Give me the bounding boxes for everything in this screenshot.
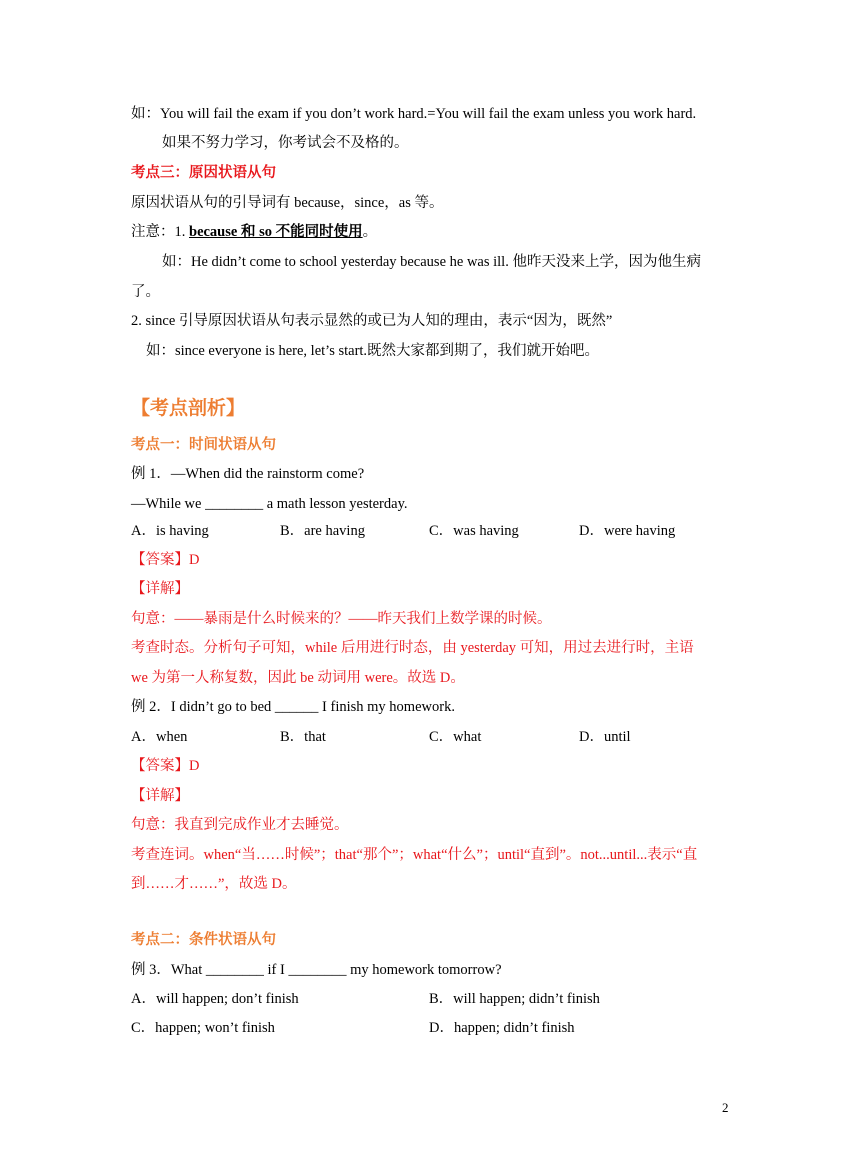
option-c: C．happen; won’t finish bbox=[131, 1020, 275, 1036]
question-line: —While we ________ a math lesson yesterday. bbox=[131, 496, 408, 512]
explanation-line: we 为第一人称复数，因此 be 动词用 were。故选 D。 bbox=[131, 670, 465, 686]
option-d: D．were having bbox=[579, 523, 676, 539]
analysis-title: 【考点剖析】 bbox=[131, 398, 246, 419]
options-row bbox=[131, 727, 731, 747]
example-line: 如：You will fail the exam if you don’t work hard.=You will fail the exam unless you work hard. bbox=[131, 106, 697, 122]
section-heading: 考点一：时间状语从句 bbox=[131, 437, 276, 453]
example-line-cont: 了。 bbox=[131, 284, 160, 300]
explanation-line: 到……才……”，故选 D。 bbox=[131, 876, 297, 892]
option-c: C．was having bbox=[429, 523, 519, 539]
question-line: 例 1．—When did the rainstorm come? bbox=[131, 466, 365, 482]
explanation-line: 考查时态。分析句子可知，while 后用进行时态，由 yesterday 可知，用过去进行时，主语 bbox=[131, 640, 694, 656]
note-prefix: 注意：1. bbox=[131, 224, 189, 240]
section-heading: 考点三：原因状语从句 bbox=[131, 165, 276, 181]
option-b: B．will happen; didn’t finish bbox=[429, 991, 600, 1007]
meaning-line: 句意：——暴雨是什么时候来的？——昨天我们上数学课的时候。 bbox=[131, 611, 552, 627]
options-row bbox=[131, 521, 731, 541]
option-a: A．is having bbox=[131, 523, 209, 539]
question-line: 例 2．I didn’t go to bed ______ I finish my homework. bbox=[131, 699, 455, 715]
option-c: C．what bbox=[429, 729, 482, 745]
note-line bbox=[131, 222, 377, 242]
translation-line: 如果不努力学习，你考试会不及格的。 bbox=[162, 135, 409, 151]
example-line: 如：He didn’t come to school yesterday because he was ill. 他昨天没来上学，因为他生病 bbox=[162, 254, 701, 270]
answer-line: 【答案】D bbox=[131, 758, 200, 774]
section-heading: 考点二：条件状语从句 bbox=[131, 932, 276, 948]
detail-label: 【详解】 bbox=[131, 581, 189, 597]
meaning-line: 句意：我直到完成作业才去睡觉。 bbox=[131, 817, 349, 833]
note-emphasis: because 和 so 不能同时使用 bbox=[189, 224, 363, 240]
example-line: 如：since everyone is here, let’s start.既然大家都到期了，我们就开始吧。 bbox=[146, 343, 600, 359]
answer-line: 【答案】D bbox=[131, 552, 200, 568]
body-line: 2. since 引导原因状语从句表示显然的或已为人知的理由，表示“因为，既然” bbox=[131, 313, 613, 329]
page-number: 2 bbox=[722, 1100, 729, 1115]
option-b: B．that bbox=[280, 729, 326, 745]
options-row bbox=[131, 1018, 731, 1038]
explanation-line: 考查连词。when“当……时候”；that“那个”；what“什么”；until“直到”。not...until...表示“直 bbox=[131, 847, 698, 863]
option-a: A．when bbox=[131, 729, 188, 745]
question-line: 例 3．What ________ if I ________ my homework tomorrow? bbox=[131, 962, 502, 978]
options-row bbox=[131, 989, 731, 1009]
option-a: A．will happen; don’t finish bbox=[131, 991, 299, 1007]
note-suffix: 。 bbox=[362, 224, 378, 240]
option-d: D．until bbox=[579, 729, 631, 745]
option-b: B．are having bbox=[280, 523, 365, 539]
body-line: 原因状语从句的引导词有 because，since，as 等。 bbox=[131, 195, 444, 211]
option-d: D．happen; didn’t finish bbox=[429, 1020, 575, 1036]
detail-label: 【详解】 bbox=[131, 788, 189, 804]
